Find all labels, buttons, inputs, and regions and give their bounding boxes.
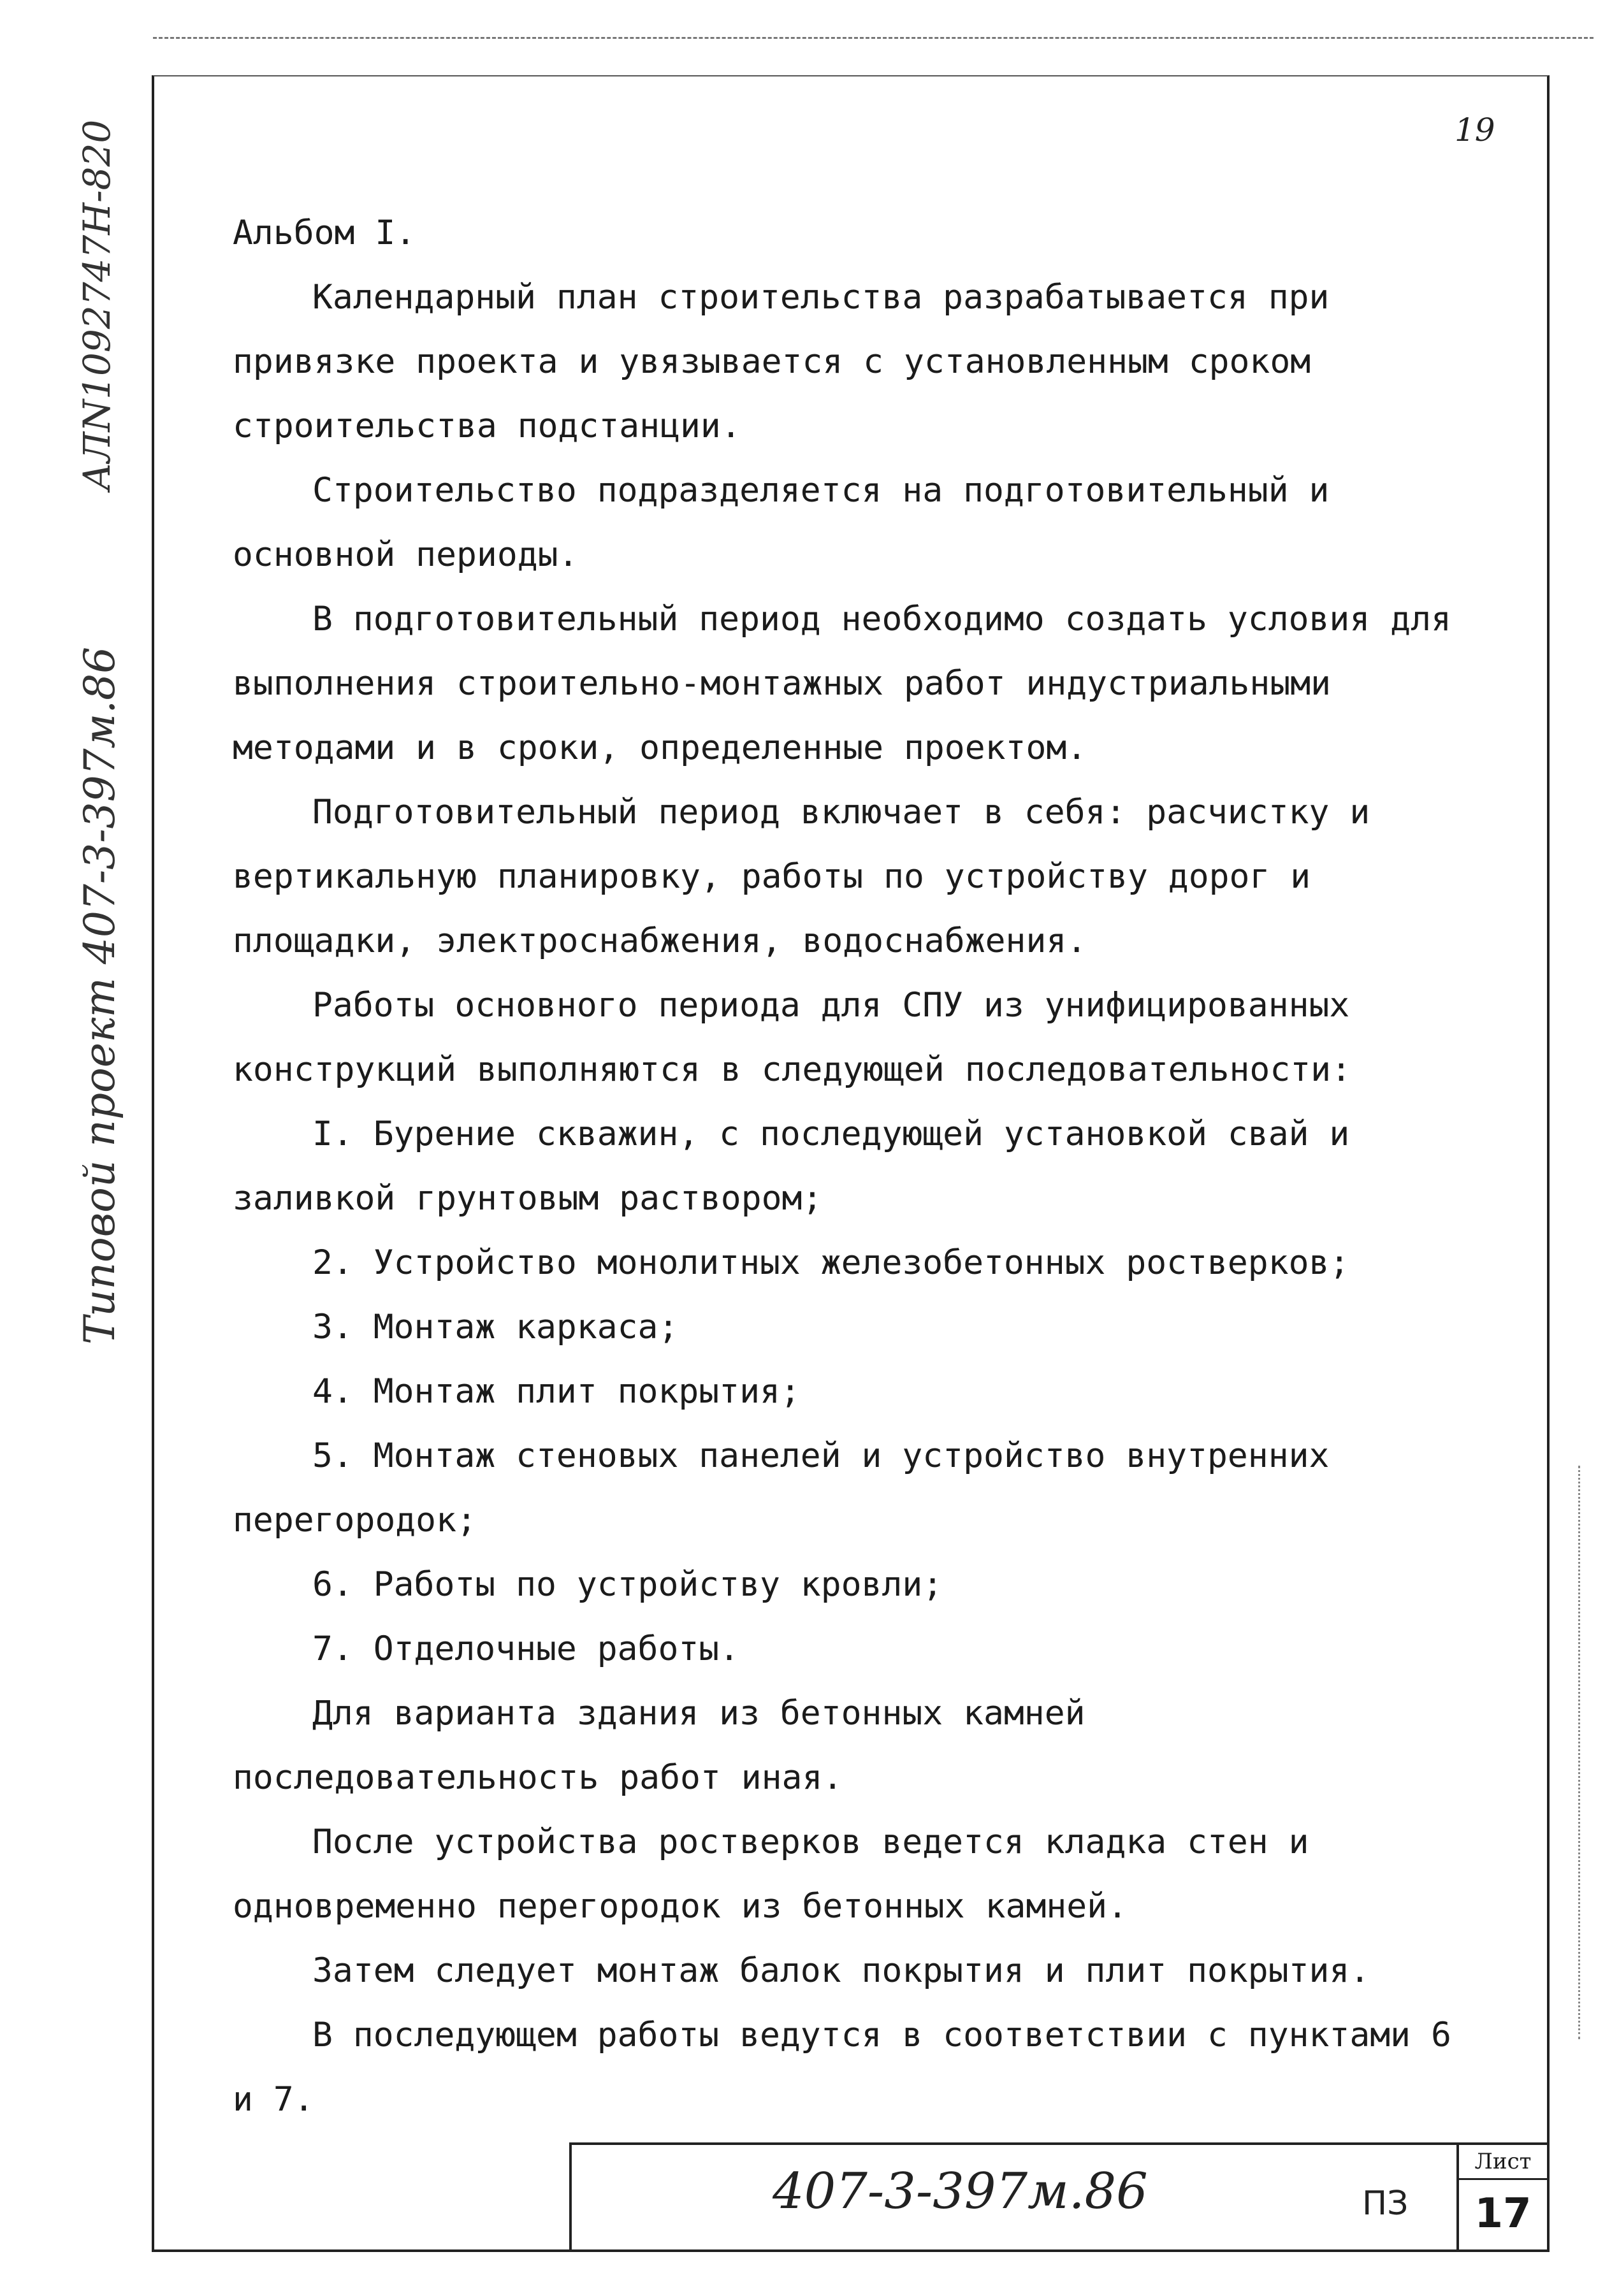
- list-item: 2. Устройство монолитных железобетонных ростверков;: [312, 1243, 1350, 1282]
- paragraph: Затем следует монтаж балок покрытия и плит покрытия.: [312, 1951, 1370, 1990]
- doc-type-mark: ПЗ: [1362, 2184, 1409, 2223]
- paragraph: Календарный план строительства разрабатывается при привязке проекта и увязывается с установленным сроком строительства подстанции.: [233, 278, 1330, 445]
- paragraph: Для варианта здания из бетонных камней последовательность работ иная.: [233, 1694, 1085, 1797]
- margin-inventory-number: АЛN1092747Н-820: [75, 119, 119, 491]
- paragraph: В подготовительный период необходимо создать условия для выполнения строительно-монтажных работ индустриальными методами и в сроки, определенные проектом.: [233, 600, 1451, 767]
- sheet-number: 17: [1474, 2190, 1532, 2237]
- list-item: 5. Монтаж стеновых панелей и устройство внутренних перегородок;: [233, 1436, 1330, 1540]
- document-body: [233, 201, 1463, 2132]
- page-number: 19: [1455, 112, 1495, 148]
- paragraph: Строительство подразделяется на подготовительный и основной периоды.: [233, 471, 1330, 574]
- list-item: 7. Отделочные работы.: [312, 1629, 740, 1668]
- list-item: 6. Работы по устройству кровли;: [312, 1565, 943, 1604]
- sheet-cell: [1456, 2145, 1547, 2251]
- document-code: 407-3-397м.86: [773, 2163, 1148, 2220]
- paragraph: Подготовительный период включает в себя: расчистку и вертикальную планировку, работы по устройству дорог и площадки, электроснабжения, водоснабжения.: [233, 793, 1370, 960]
- margin-project-label: Типовой проект 407-3-397м.86: [75, 646, 124, 1345]
- title-block: [569, 2142, 1547, 2251]
- paragraph: После устройства ростверков ведется кладка стен и одновременно перегородок из бетонных камней.: [233, 1823, 1309, 1926]
- list-item: I. Бурение скважин, с последующей установкой свай и заливкой грунтовым раствором;: [233, 1115, 1350, 1218]
- top-edge-line: [153, 37, 1594, 39]
- paragraph: Альбом I.: [233, 213, 416, 252]
- paragraph: Работы основного периода для СПУ из унифицированных конструкций выполняются в следующей последовательности:: [233, 986, 1351, 1089]
- list-item: 4. Монтаж плит покрытия;: [312, 1372, 801, 1411]
- sheet-label: Лист: [1459, 2145, 1547, 2180]
- binding-edge-marks: [1578, 1466, 1580, 2039]
- paragraph: В последующем работы ведутся в соответствии с пунктами 6 и 7.: [233, 2016, 1451, 2119]
- list-item: 3. Монтаж каркаса;: [312, 1308, 679, 1347]
